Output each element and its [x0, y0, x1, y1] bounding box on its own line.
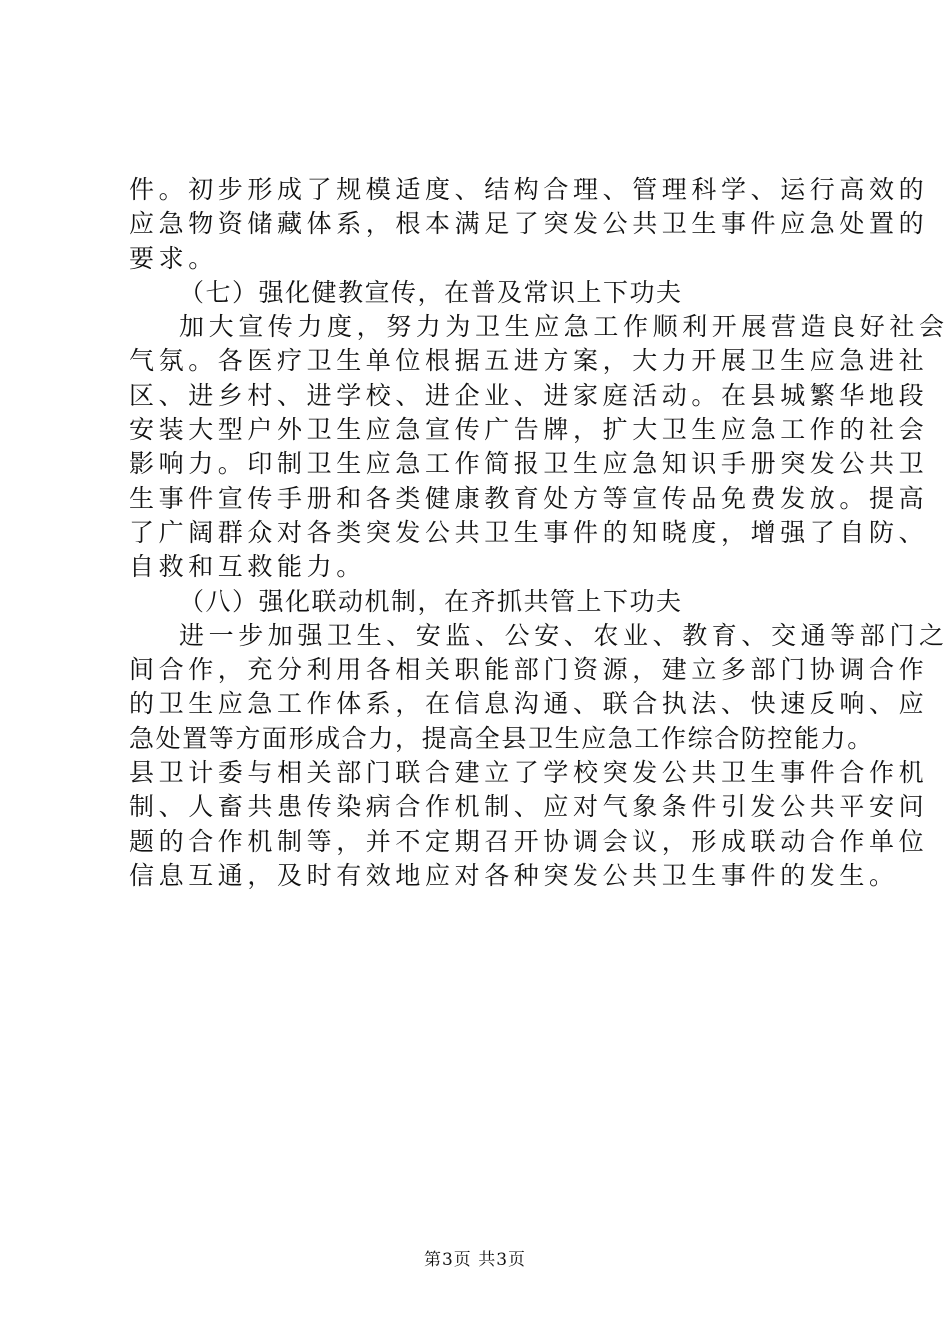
body-line: 件。初步形成了规模适度、结构合理、管理科学、运行高效的	[129, 175, 929, 204]
body-line: 县卫计委与相关部门联合建立了学校突发公共卫生事件合作机	[129, 758, 929, 788]
section-heading-7: （七）强化健教宣传，在普及常识上下功夫	[179, 277, 683, 307]
body-line: 了广阔群众对各类突发公共卫生事件的知晓度，增强了自防、	[129, 517, 929, 547]
paragraph-first-line: 进一步加强卫生、安监、公安、农业、教育、交通等部门之	[179, 620, 949, 650]
body-line: 题的合作机制等，并不定期召开协调会议，形成联动合作单位	[129, 826, 929, 856]
body-line: 气氛。各医疗卫生单位根据五进方案，大力开展卫生应急进社	[129, 346, 929, 376]
document-body	[129, 173, 949, 893]
body-line: 间合作，充分利用各相关职能部门资源，建立多部门协调合作	[129, 655, 929, 685]
section-heading-8: （八）强化联动机制，在齐抓共管上下功夫	[179, 586, 683, 616]
body-line: 信息互通，及时有效地应对各种突发公共卫生事件的发生。	[129, 860, 899, 890]
body-line: 应急物资储藏体系，根本满足了突发公共卫生事件应急处置的	[129, 209, 929, 239]
body-line: 制、人畜共患传染病合作机制、应对气象条件引发公共平安问	[129, 792, 929, 822]
body-line: 区、进乡村、进学校、进企业、进家庭活动。在县城繁华地段	[129, 380, 929, 410]
body-line: 安装大型户外卫生应急宣传广告牌，扩大卫生应急工作的社会	[129, 415, 929, 445]
body-line: 生事件宣传手册和各类健康教育处方等宣传品免费发放。提高	[129, 483, 929, 513]
body-line: 要求。	[129, 243, 218, 273]
body-line: 的卫生应急工作体系，在信息沟通、联合执法、快速反响、应	[129, 689, 929, 719]
body-line: 自救和互救能力。	[129, 552, 366, 582]
body-line: 急处置等方面形成合力，提高全县卫生应急工作综合防控能力。	[129, 723, 874, 753]
body-line: 影响力。印制卫生应急工作简报卫生应急知识手册突发公共卫	[129, 449, 929, 479]
paragraph-first-line: 加大宣传力度，努力为卫生应急工作顺利开展营造良好社会	[179, 312, 949, 342]
page-number-footer: 第3页 共3页	[423, 1250, 527, 1270]
